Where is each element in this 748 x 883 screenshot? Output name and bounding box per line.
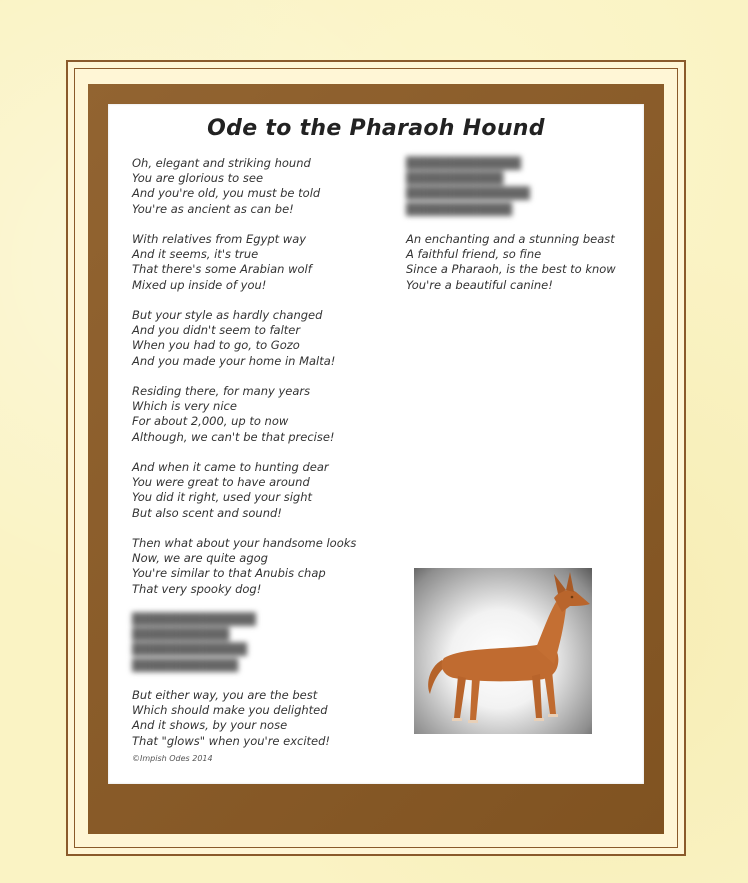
stanza — [132, 460, 372, 521]
poem-line: And it seems, it's true — [132, 247, 259, 262]
poem-line: But either way, you are the best — [132, 688, 318, 702]
blurred-stanza — [406, 156, 636, 217]
poem-line: And when it came to hunting dear — [132, 460, 329, 474]
poem-line: Then what about your handsome looks — [132, 536, 357, 550]
stanza — [132, 156, 372, 217]
stanza — [132, 688, 372, 749]
poem-line: Now, we are quite agog — [132, 551, 268, 566]
poem-line: When you had to go, to Gozo — [132, 338, 300, 353]
poem-line: You're a beautiful canine! — [406, 277, 553, 292]
poem-line: Which is very nice — [132, 399, 237, 414]
poem-title: Ode to the Pharaoh Hound — [207, 116, 545, 141]
copyright-notice: ©Impish Odes 2014 — [132, 754, 213, 763]
poem-line: An enchanting and a stunning beast — [406, 232, 615, 246]
poem-line: Oh, elegant and striking hound — [132, 156, 311, 170]
blurred-text-block: █████████████ ███████████ ██████████████ ████████████ — [406, 156, 530, 216]
poem-line: Mixed up inside of you! — [132, 277, 267, 292]
stanza — [132, 384, 372, 445]
poem-line: And you're old, you must be told — [132, 186, 321, 201]
poem-sheet — [108, 104, 644, 784]
stanza — [132, 308, 372, 369]
stanza — [132, 536, 372, 597]
poem-line: That there's some Arabian wolf — [132, 262, 312, 277]
poem-line: You are glorious to see — [132, 171, 264, 186]
stanza — [406, 232, 636, 293]
poem-line: Although, we can't be that precise! — [132, 429, 335, 444]
poem-line: But your style as hardly changed — [132, 308, 323, 322]
poem-line: You did it right, used your sight — [132, 490, 312, 505]
poem-line: A faithful friend, so fine — [406, 247, 542, 262]
poem-line: And you didn't seem to falter — [132, 323, 301, 338]
pharaoh-hound-photo — [414, 568, 592, 734]
poem-line: You're as ancient as can be! — [132, 201, 294, 216]
poem-line: With relatives from Egypt way — [132, 232, 307, 246]
poem-line: That very spooky dog! — [132, 581, 262, 596]
poem-line: And you made your home in Malta! — [132, 353, 336, 368]
blurred-stanza — [132, 612, 372, 673]
poem-line: Which should make you delighted — [132, 703, 328, 718]
stanza — [132, 232, 372, 293]
poem-line: Residing there, for many years — [132, 384, 311, 398]
left-column — [132, 156, 372, 764]
right-column — [406, 156, 636, 308]
poem-line: You were great to have around — [132, 475, 310, 490]
blurred-text-block: ██████████████ ███████████ █████████████ ████████████ — [132, 612, 256, 672]
poem-line: You're similar to that Anubis chap — [132, 566, 326, 581]
poem-line: But also scent and sound! — [132, 505, 282, 520]
poem-line: And it shows, by your nose — [132, 718, 288, 733]
poem-line: For about 2,000, up to now — [132, 414, 289, 429]
poem-line: Since a Pharaoh, is the best to know — [406, 262, 616, 277]
poem-line: That "glows" when you're excited! — [132, 733, 331, 748]
dog-illustration — [414, 568, 592, 734]
